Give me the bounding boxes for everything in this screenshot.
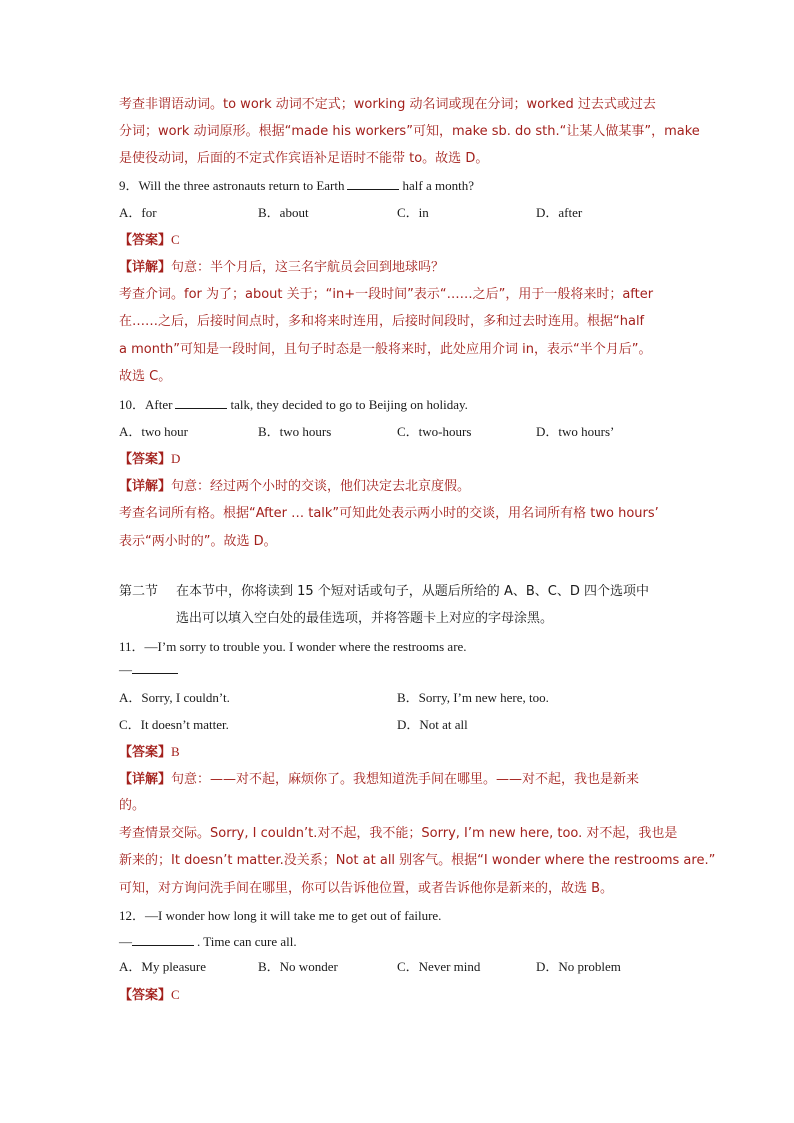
q12-number: 12． xyxy=(119,908,146,923)
q9-option-b[interactable]: B．about xyxy=(258,205,309,220)
q9-detail xyxy=(119,257,444,278)
q10-option-b[interactable]: B．two hours xyxy=(258,424,332,439)
q11-explanation-line-2: 新来的；It doesn’t matter.没关系；Not at all 别客气。根据“I wonder where the restrooms are.” xyxy=(119,853,716,868)
q10-option-a[interactable]: A．two hour xyxy=(119,424,188,439)
q12-answer xyxy=(119,985,180,1006)
q12-answer-value: C xyxy=(171,987,180,1002)
q10-detail-tag: 【详解】 xyxy=(119,479,172,494)
q10-blank xyxy=(175,396,227,409)
q11-dash: — xyxy=(119,662,132,677)
q9-stem xyxy=(119,176,474,196)
q11-number: 11． xyxy=(119,639,145,654)
q11-detail-text-cont: 的。 xyxy=(119,798,146,813)
q8-explanation-line-1: 考查非谓语动词。to work 动词不定式；working 动名词或现在分词；worked 过去式或过去 xyxy=(119,97,656,112)
q10-detail-text: 句意：经过两个小时的交谈，他们决定去北京度假。 xyxy=(171,479,471,494)
q11-detail-text: 句意：——对不起，麻烦你了。我想知道洗手间在哪里。——对不起，我也是新来 xyxy=(171,772,640,787)
q8-explanation-line-2: 分词；work 动词原形。根据“made his workers”可知，make sb. do sth.“让某人做某事”，make xyxy=(119,124,700,139)
q10-explanation-line-1: 考查名词所有格。根据“After … talk”可知此处表示两小时的交谈，用名词所有格 two hours’ xyxy=(119,506,659,521)
q12-option-b[interactable]: B．No wonder xyxy=(258,959,338,974)
q11-detail-tag: 【详解】 xyxy=(119,772,172,787)
q12-option-c[interactable]: C．Never mind xyxy=(397,959,481,974)
q8-explanation-line-3: 是使役动词，后面的不定式作宾语补足语时不能带 to。故选 D。 xyxy=(119,151,489,166)
section-2-instruction-line-1: 在本节中，你将读到 15 个短对话或句子，从题后所给的 A、B、C、D 四个选项中 xyxy=(176,584,649,599)
section-2-instruction-line-2: 选出可以填入空白处的最佳选项，并将答题卡上对应的字母涂黑。 xyxy=(176,611,554,626)
q12-dash: — xyxy=(119,934,132,949)
q11-detail xyxy=(119,769,639,790)
q9-explanation-line-1: 考查介词。for 为了；about 关于；“in+一段时间”表示“……之后”，用于一般将来时；after xyxy=(119,287,654,302)
q12-stem-text: —I wonder how long it will take me to get out of failure. xyxy=(145,908,442,923)
q10-detail xyxy=(119,476,470,497)
q11-explanation-line-1: 考查情景交际。Sorry, I couldn’t.对不起，我不能；Sorry, I’m new here, too. 对不起，我也是 xyxy=(119,826,678,841)
q11-answer-value: B xyxy=(171,744,180,759)
q12-answer-tag: 【答案】 xyxy=(119,988,172,1003)
q11-option-d[interactable]: D．Not at all xyxy=(397,717,468,732)
q11-blank xyxy=(132,661,178,674)
q10-stem-part-b: talk, they decided to go to Beijing on holiday. xyxy=(230,397,468,412)
q11-stem-text: —I’m sorry to trouble you. I wonder where the restrooms are. xyxy=(144,639,467,654)
q10-answer-value: D xyxy=(171,451,181,466)
q9-detail-tag: 【详解】 xyxy=(119,260,172,275)
q12-option-a[interactable]: A．My pleasure xyxy=(119,959,207,974)
q9-answer xyxy=(119,230,180,251)
q11-option-a[interactable]: A．Sorry, I couldn’t. xyxy=(119,690,230,705)
q12-option-d[interactable]: D．No problem xyxy=(536,959,621,974)
q11-stem xyxy=(119,637,467,657)
q9-stem-part-a: Will the three astronauts return to Earth xyxy=(138,178,345,193)
q9-detail-text: 句意：半个月后，这三名宇航员会回到地球吗？ xyxy=(171,260,445,275)
q10-answer xyxy=(119,449,180,470)
q10-answer-tag: 【答案】 xyxy=(119,452,172,467)
q12-response-text: . Time can cure all. xyxy=(197,934,297,949)
q11-option-b[interactable]: B．Sorry, I’m new here, too. xyxy=(397,690,549,705)
q9-answer-value: C xyxy=(171,232,180,247)
q9-explanation-line-2: 在……之后，后接时间点时，多和将来时连用，后接时间段时，多和过去时连用。根据“half xyxy=(119,314,645,329)
q11-explanation-line-3: 可知，对方询问洗手间在哪里，你可以告诉他位置，或者告诉他你是新来的，故选 B。 xyxy=(119,881,614,896)
q10-number: 10． xyxy=(119,397,146,412)
q10-option-d[interactable]: D．two hours’ xyxy=(536,424,615,439)
q12-stem xyxy=(119,906,441,926)
q11-response-line xyxy=(119,660,181,680)
q11-answer-tag: 【答案】 xyxy=(119,745,172,760)
q10-stem-part-a: After xyxy=(145,397,173,412)
q9-explanation-line-4: 故选 C。 xyxy=(119,369,172,384)
q11-answer xyxy=(119,742,180,763)
q10-stem xyxy=(119,395,468,415)
section-2-title: 第二节 xyxy=(119,584,159,599)
q9-stem-part-b: half a month? xyxy=(402,178,474,193)
q9-answer-tag: 【答案】 xyxy=(119,233,172,248)
q10-explanation-line-2: 表示“两小时的”。故选 D。 xyxy=(119,534,277,549)
q10-option-c[interactable]: C．two-hours xyxy=(397,424,472,439)
q9-option-d[interactable]: D．after xyxy=(536,205,583,220)
q9-option-c[interactable]: C．in xyxy=(397,205,429,220)
q9-option-a[interactable]: A．for xyxy=(119,205,157,220)
q12-response-line xyxy=(119,932,297,952)
q11-option-c[interactable]: C．It doesn’t matter. xyxy=(119,717,229,732)
q12-blank xyxy=(132,933,194,946)
q9-blank xyxy=(347,177,399,190)
q9-explanation-line-3: a month”可知是一段时间，且句子时态是一般将来时，此处应用介词 in，表示“半个月后”。 xyxy=(119,342,652,357)
q9-number: 9． xyxy=(119,178,139,193)
